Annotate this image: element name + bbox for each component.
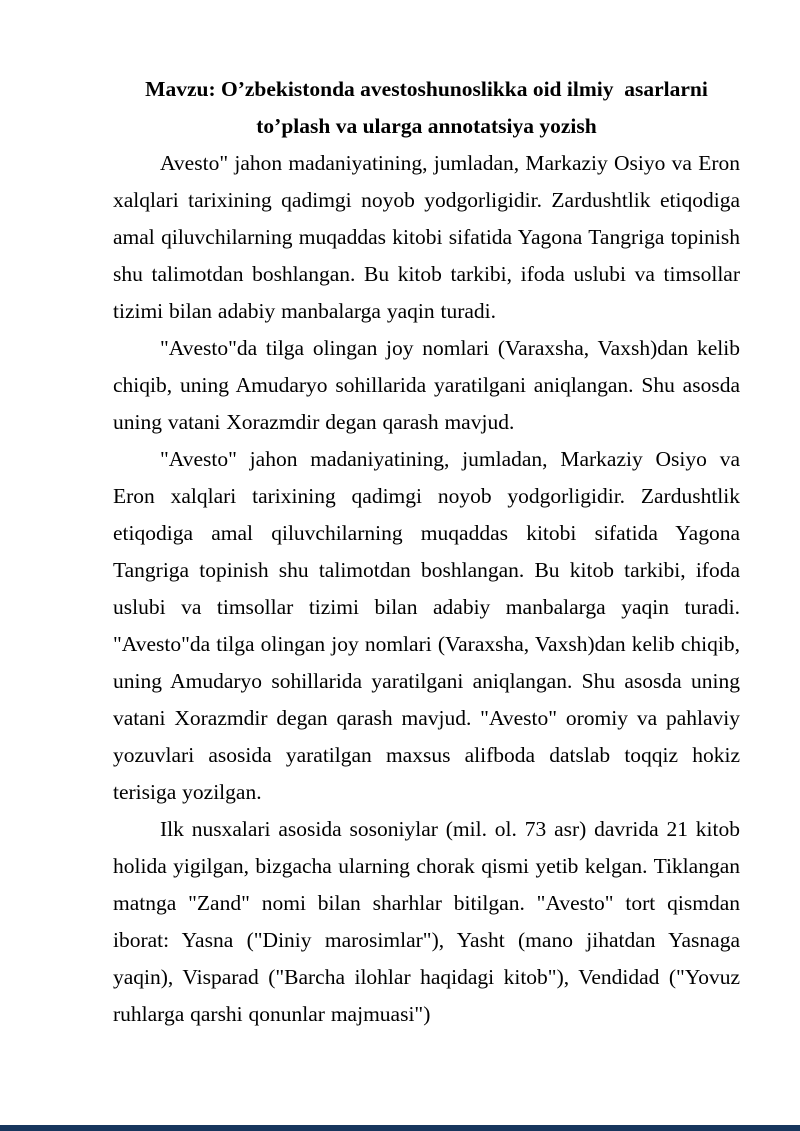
document-body <box>113 145 740 1033</box>
paragraph-1: Avesto" jahon madaniyatining, jumladan, Markaziy Osiyo va Eron xalqlari tarixining qadimgi noyob yodgorligidir. Zardushtlik etiqodiga amal qiluvchilarning muqaddas kitobi sifatida Yagona Tangriga topinish shu talimotdan boshlangan. Bu kitob tarkibi, ifoda uslubi va timsollar tizimi bilan adabiy manbalarga yaqin turadi. <box>113 151 740 323</box>
paragraph-2: "Avesto"da tilga olingan joy nomlari (Varaxsha, Vaxsh)dan kelib chiqib, uning Amudaryo sohillarida yaratilgani aniqlangan. Shu asosda uning vatani Xorazmdir degan qarash mavjud. <box>113 336 740 434</box>
paragraph-4: Ilk nusxalari asosida sosoniylar (mil. ol. 73 asr) davrida 21 kitob holida yigilgan, bizgacha ularning chorak qismi yetib kelgan. Tiklangan matnga "Zand" nomi bilan sharhlar bitilgan. "Avesto" tort qismdan iborat: Yasna ("Diniy marosimlar"), Yasht (mano jihatdan Yasnaga yaqin), Visparad ("Barcha ilohlar haqidagi kitob"), Vendidad ("Yovuz ruhlarga qarshi qonunlar majmuasi") <box>113 817 740 1026</box>
page-title-line-2: to’plash va ularga annotatsiya yozish <box>256 114 597 138</box>
paragraph-3: "Avesto" jahon madaniyatining, jumladan, Markaziy Osiyo va Eron xalqlari tarixining qadimgi noyob yodgorligidir. Zardushtlik etiqodiga amal qiluvchilarning muqaddas kitobi sifatida Yagona Tangriga topinish shu talimotdan boshlangan. Bu kitob tarkibi, ifoda uslubi va timsollar tizimi bilan adabiy manbalarga yaqin turadi. "Avesto"da tilga olingan joy nomlari (Varaxsha, Vaxsh)dan kelib chiqib, uning Amudaryo sohillarida yaratilgani aniqlangan. Shu asosda uning vatani Xorazmdir degan qarash mavjud. "Avesto" oromiy va pahlaviy yozuvlari asosida yaratilgan maxsus alifboda datslab toqqiz hokiz terisiga yozilgan. <box>113 447 740 804</box>
page-bottom-edge <box>0 1125 800 1131</box>
page-title-line-1: Mavzu: O’zbekistonda avestoshunoslikka oid ilmiy asarlarni <box>145 77 708 101</box>
page-title <box>113 71 740 145</box>
